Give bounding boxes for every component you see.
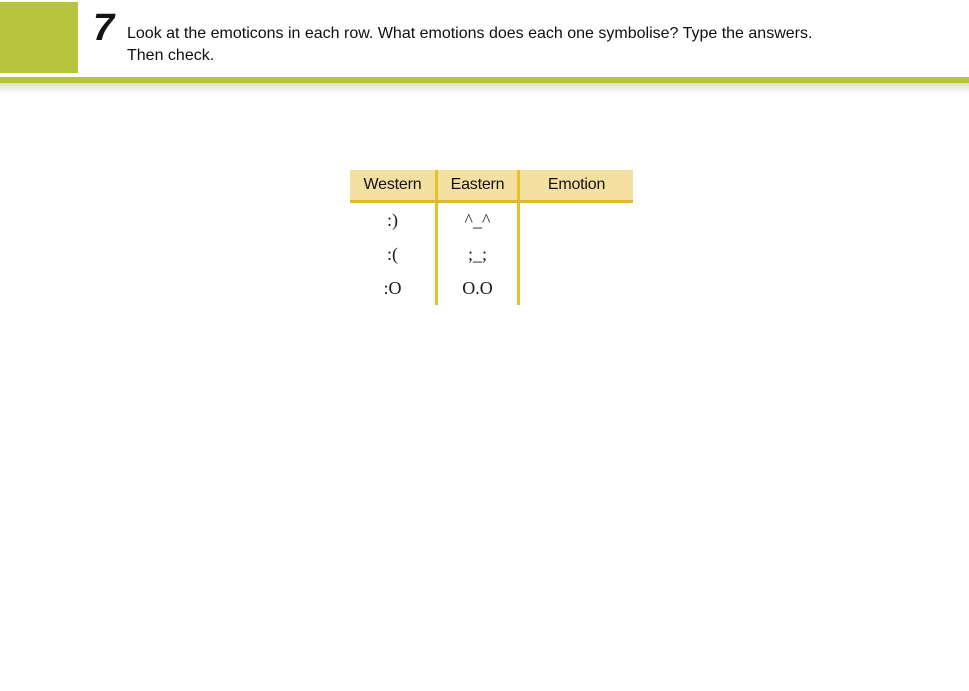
eastern-emoticon-row-3: O.O: [435, 271, 520, 305]
western-emoticon-row-1: :): [387, 209, 398, 230]
chapter-accent-square: [0, 2, 78, 73]
column-header-emotion: Emotion: [547, 176, 606, 193]
table-body: [350, 203, 633, 305]
emotion-input-row-3[interactable]: [520, 271, 633, 305]
instruction-line-1: Look at the emoticons in each row. What emotions does each one symbolise? Type the answers.: [127, 25, 813, 42]
emotion-input-row-2[interactable]: [520, 237, 633, 271]
emoticon-table: [350, 170, 633, 305]
instruction-line-2: Then check.: [127, 47, 215, 64]
eastern-emoticon-row-2: ;_;: [435, 237, 520, 271]
western-emoticon-row-2: :(: [387, 243, 398, 264]
emotion-input-row-1[interactable]: [520, 203, 633, 237]
eastern-emoticon-row-1: ^_^: [435, 203, 520, 237]
exercise-instruction: [127, 23, 927, 67]
table-header-row: [350, 170, 633, 203]
western-emoticon-row-3: :O: [383, 277, 402, 298]
header-divider-shadow: [0, 83, 969, 94]
column-header-eastern: Eastern: [435, 170, 520, 200]
exercise-number: 7: [93, 7, 114, 49]
column-header-western: Western: [363, 176, 422, 193]
